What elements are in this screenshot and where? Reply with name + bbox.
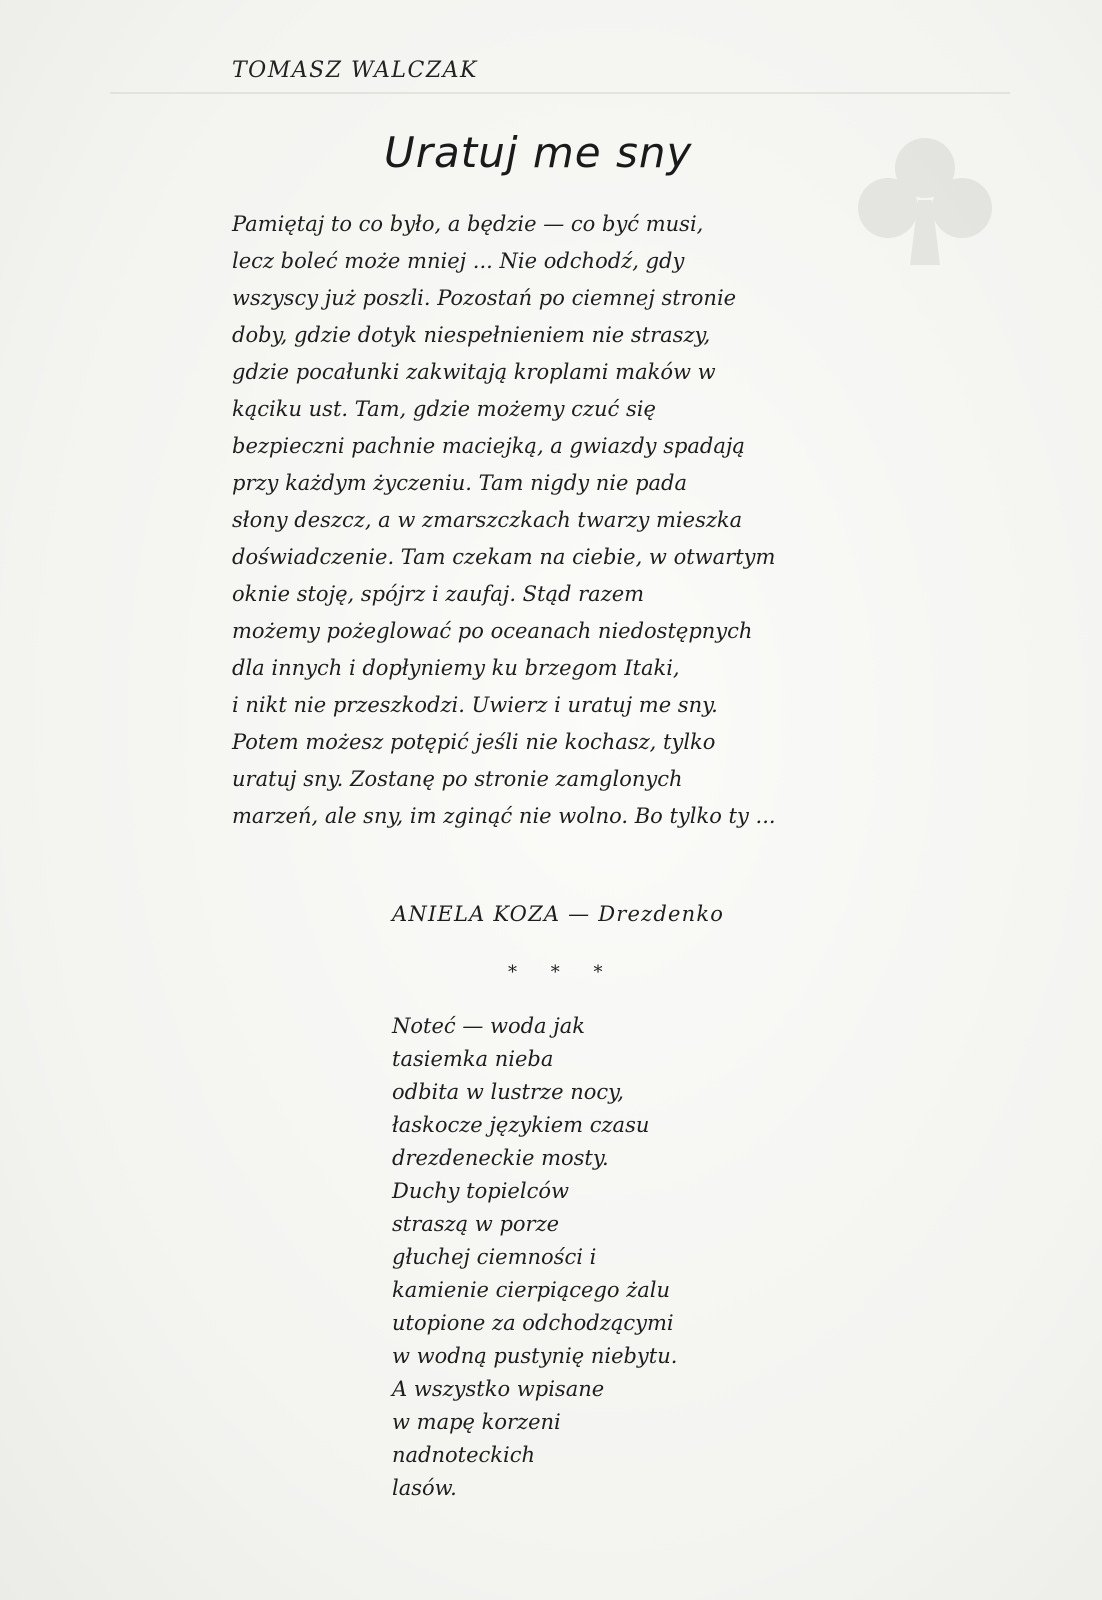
poem1-text xyxy=(232,206,892,835)
poem-line: tasiemka nieba xyxy=(392,1047,554,1071)
poem-line: wszyscy już poszli. Pozostań po ciemnej stronie xyxy=(232,286,737,310)
poem2-text xyxy=(392,1010,792,1505)
poem-line: drezdeneckie mosty. xyxy=(392,1146,609,1170)
show-through-rule xyxy=(110,92,1010,94)
poem-line: dla innych i dopłyniemy ku brzegom Itaki, xyxy=(232,656,680,680)
poem-line: łaskocze językiem czasu xyxy=(392,1113,650,1137)
poem-line: głuchej ciemności i xyxy=(392,1245,597,1269)
poem-line: straszą w porze xyxy=(392,1212,560,1236)
poem-line: odbita w lustrze nocy, xyxy=(392,1080,624,1104)
poem-line: utopione za odchodzącymi xyxy=(392,1311,674,1335)
poem-line: w mapę korzeni xyxy=(392,1410,561,1434)
poem1-title: Uratuj me sny xyxy=(384,128,693,177)
poem-line: Potem możesz potępić jeśli nie kochasz, tylko xyxy=(232,730,716,754)
poem-line: możemy pożeglować po oceanach niedostępnych xyxy=(232,619,753,643)
poem1-author: TOMASZ WALCZAK xyxy=(232,58,478,83)
poem-line: Duchy topielców xyxy=(392,1179,569,1203)
poem-line: Noteć — woda jak xyxy=(392,1014,586,1038)
poem-line: w wodną pustynię niebytu. xyxy=(392,1344,678,1368)
poem-line: przy każdym życzeniu. Tam nigdy nie pada xyxy=(232,471,688,495)
poem-line: oknie stoję, spójrz i zaufaj. Stąd razem xyxy=(232,582,645,606)
section-separator: * * * xyxy=(508,962,617,983)
poem-line: doby, gdzie dotyk niespełnieniem nie straszy, xyxy=(232,323,711,347)
poem-line: gdzie pocałunki zakwitają kroplami maków w xyxy=(232,360,716,384)
poem-line: słony deszcz, a w zmarszczkach twarzy mieszka xyxy=(232,508,743,532)
poem-line: bezpieczni pachnie maciejką, a gwiazdy spadają xyxy=(232,434,745,458)
poem-line: doświadczenie. Tam czekam na ciebie, w otwartym xyxy=(232,545,776,569)
poem-line: A wszystko wpisane xyxy=(392,1377,605,1401)
poem-line: uratuj sny. Zostanę po stronie zamglonych xyxy=(232,767,683,791)
poem-line: nadnoteckich xyxy=(392,1443,536,1467)
poem-line: lecz boleć może mniej ... Nie odchodź, gdy xyxy=(232,249,685,273)
poem-line: kamienie cierpiącego żalu xyxy=(392,1278,671,1302)
poem2-author: ANIELA KOZA — Drezdenko xyxy=(392,902,725,926)
poem-line: marzeń, ale sny, im zginąć nie wolno. Bo tylko ty ... xyxy=(232,804,776,828)
poem-line: kąciku ust. Tam, gdzie możemy czuć się xyxy=(232,397,656,421)
poem-line: i nikt nie przeszkodzi. Uwierz i uratuj me sny. xyxy=(232,693,718,717)
poem-line: lasów. xyxy=(392,1476,457,1500)
poem-line: Pamiętaj to co było, a będzie — co być musi, xyxy=(232,212,704,236)
